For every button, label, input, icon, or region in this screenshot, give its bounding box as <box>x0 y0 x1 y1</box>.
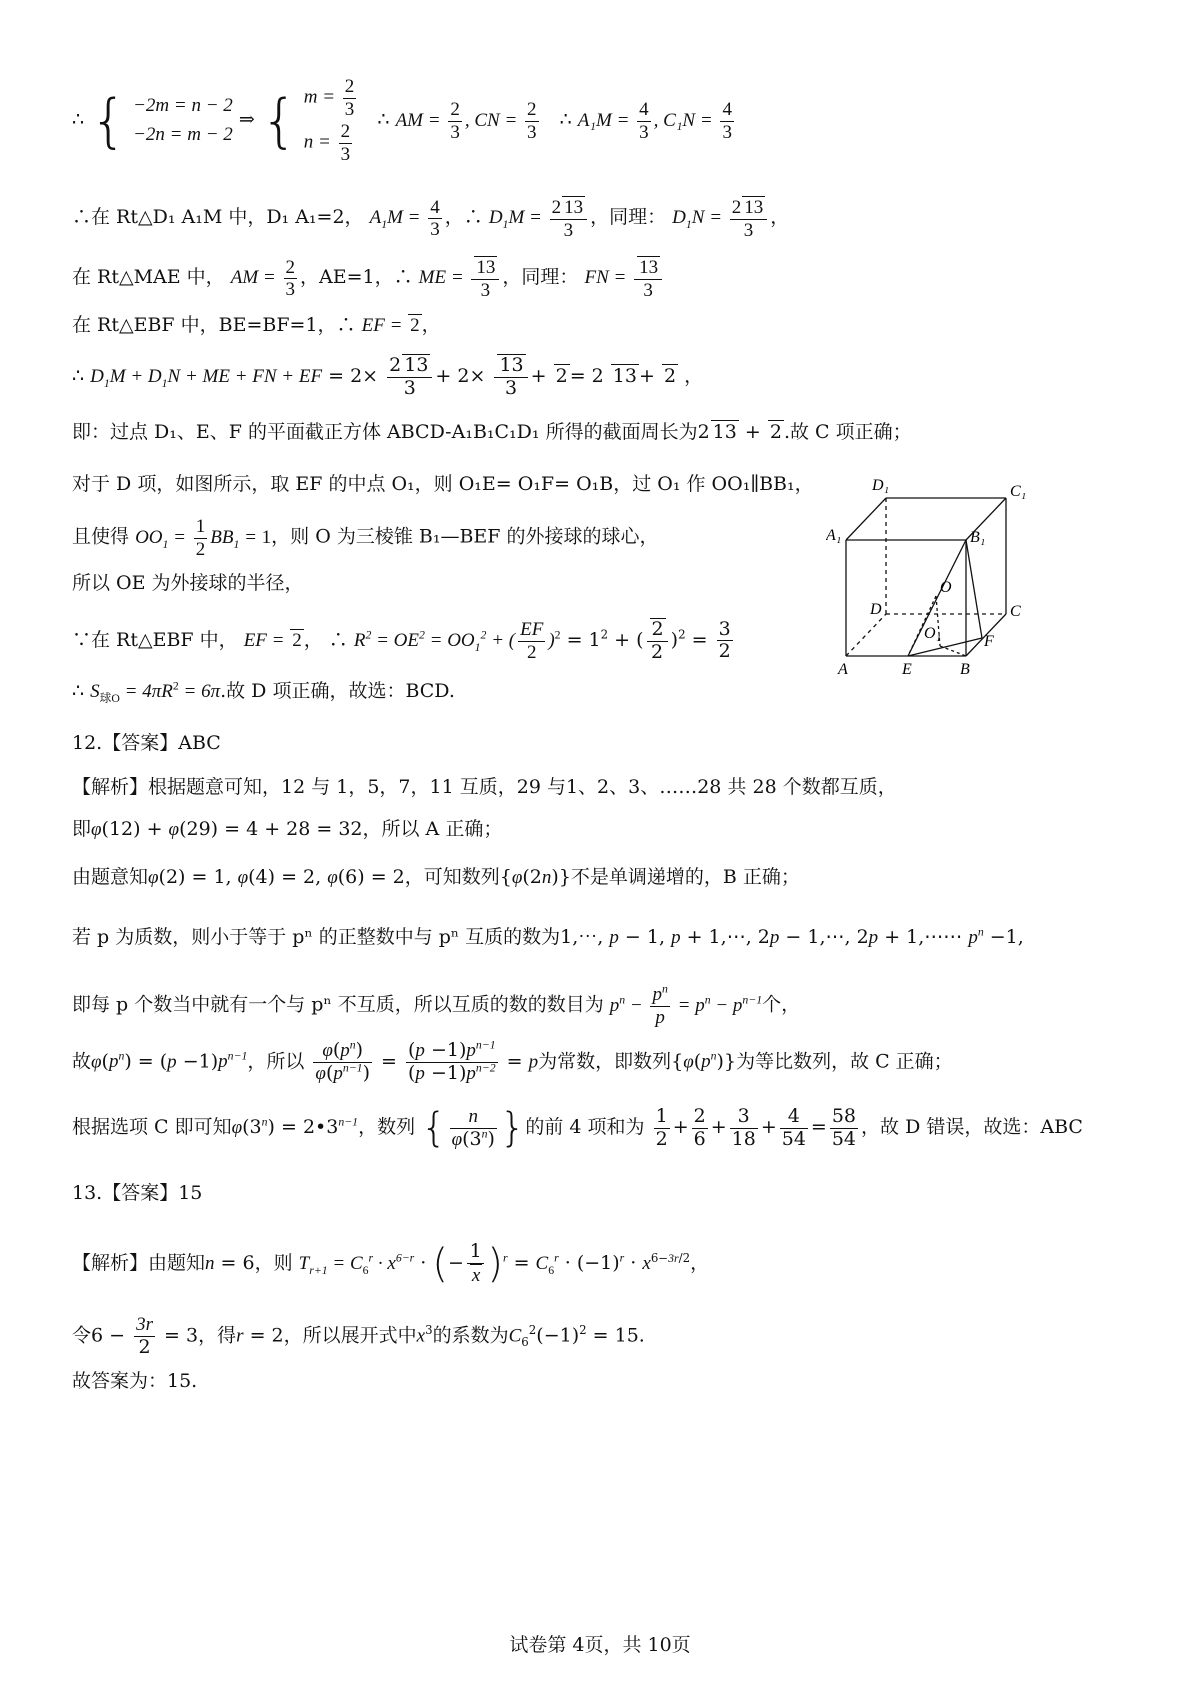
q12-analysis-c: 由题意知φ(2) = 1, φ(4) = 2, φ(6) = 2，可知数列{φ(2n)}不是单调递增的，B 正确； <box>72 866 800 888</box>
figure-label: O <box>940 579 952 596</box>
left-brace-icon: { <box>260 86 298 155</box>
text-line-sphere-area: ∴ $S_{球O} = 4\pi R^2 = 6\pi$.故 D 项正确，故选：BCD. <box>72 679 455 705</box>
equation-system-line: ∴ { −2m = n − 2 −2n = m − 2 ⇒ { m = $\frac{2}{3}$ n = $\frac{2}{3}$ ∴ AM = $\frac{2}{3}$ , CN = $\frac{2}{3}$ ∴ A₁M = $\frac{4}{3}$ , C₁N = $\frac{4}{3}$ <box>72 76 732 165</box>
figure-label: F <box>984 633 994 650</box>
solution-system: m = $\frac{2}{3}$ n = $\frac{2}{3}$ <box>303 76 355 165</box>
page-footer: 试卷第 4页，共 10页 <box>509 1634 691 1656</box>
text-line-r-squared: ∵在 Rt△EBF 中， EF = 2 ， ∴ $R^2 = OE^2 = OO_1^2$ + ( $\frac{EF}{2}$ )$^2 = 1^2$ + ( $\frac{2}{2}$ )$^2$ = $\frac{3}{2}$ <box>72 617 731 663</box>
q12-answer: 12.【答案】ABC <box>72 732 221 754</box>
text-line-conclusion-c: 即：过点 D₁、E、F 的平面截正方体 ABCD-A₁B₁C₁D₁ 所得的截面周长为2 13 + 2 .故 C 项正确； <box>72 421 912 443</box>
q13-analysis-b: 令6 − $\frac{3r}{2}$ = 3，得r = 2，所以展开式中$x^3$的系数为$C_6^2(-1)^2 = 15$. <box>72 1314 645 1358</box>
text-line-ef: 在 Rt△EBF 中，BE=BF=1，∴ EF = 2 ， <box>72 314 441 336</box>
figure-label: A <box>838 661 848 678</box>
figure-label: E <box>902 661 912 678</box>
equation-system: −2m = n − 2 −2n = m − 2 <box>133 95 233 145</box>
figure-label: C <box>1010 603 1021 620</box>
figure-label: A₁ <box>826 527 842 544</box>
left-brace-icon: { <box>90 86 128 155</box>
cube-figure <box>826 468 1146 688</box>
figure-label: B <box>960 661 970 678</box>
text-line-d1m: ∴在 Rt△D₁ A₁M 中，D₁ A₁=2， $A_1M$ = $\frac{4}{3}$ ，∴ $D_1M$ = $\frac{2 13}{3}$ ，同理： $D_1N$ = $\frac{2 13}{3}$ ， <box>72 196 790 241</box>
text-line-me: 在 Rt△MAE 中， AM = $\frac{2}{3}$ ，AE=1，∴ ME = $\frac{13}{3}$ ，同理： FN = $\frac{13}{3}$ <box>72 256 665 302</box>
implies-symbol: ⇒ <box>238 108 255 131</box>
q13-analysis-c: 故答案为：15. <box>72 1370 198 1392</box>
text-line-radius: 所以 OE 为外接球的半径， <box>72 572 304 594</box>
q12-analysis-f: 故$\varphi(p^n) = (p -1)p^{n-1}$，所以 $\frac{\varphi(p^n)}{\varphi(p^{n-1})}$ = $\frac{(p -1)p^{n-1}}{(p -1)p^{n-2}}$ = p为常数，即数列$\{\varphi(p^n)\}$为等比数列，故 C 正确； <box>72 1038 953 1084</box>
figure-label: O₁ <box>924 625 942 642</box>
q12-analysis-d: 若 p 为质数，则小于等于 pⁿ 的正整数中与 pⁿ 互质的数为1,⋯, p − 1, p + 1,⋯, 2p − 1,⋯, 2p + 1,⋯⋯ $p^n -1$, <box>72 925 1024 948</box>
text-line-oo1: 且使得 $OO_1$ = $\frac{1}{2}$ $BB_1 = 1$，则 O 为三棱锥 B₁—BEF 的外接球的球心， <box>72 516 659 560</box>
q13-answer: 13.【答案】15 <box>72 1182 203 1204</box>
therefore-symbol: ∴ <box>72 108 85 131</box>
q13-analysis-a: 【解析】由题知n = 6，则 $T_{r+1} = C_6^r \cdot x^{6-r}$ · (− $\frac{1}{x}$ )$^r = C_6^r \cdot (-1)^r \cdot x^{6-3r/2}$， <box>72 1240 710 1287</box>
text-line-perimeter-sum: ∴ $D_1M + D_1N$ + ME + FN + EF = 2× $\frac{2 13}{3}$ + 2× $\frac{13}{3}$ + 2 = 2 13 + 2 ， <box>72 354 704 399</box>
figure-label: C₁ <box>1010 483 1027 500</box>
figure-label: D <box>870 601 882 618</box>
figure-label: B₁ <box>970 529 986 546</box>
q12-analysis-e: 即每 p 个数当中就有一个与 pⁿ 不互质，所以互质的数的数目为 $p^n$ − $\frac{p^n}{p}$ = $p^n - p^{n-1}$个， <box>72 982 801 1028</box>
figure-label: D₁ <box>872 477 890 494</box>
q12-analysis-a: 【解析】根据题意可知，12 与 1，5，7，11 互质，29 与1、2、3、……28 共 28 个数都互质， <box>72 776 897 798</box>
q12-analysis-g: 根据选项 C 即可知$\varphi(3^n)$ = $2•3^{n-1}$，数列 { $\frac{n}{\varphi(3^n)}$ }的前 4 项和为 $\frac{1}{2}$ + $\frac{2}{6}$ + $\frac{3}{18}$ + $\frac{4}{54}$ = $\frac{58}{54}$ ，故 D 错误，故选：ABC <box>72 1104 1083 1151</box>
text-line-option-d: 对于 D 项，如图所示，取 EF 的中点 O₁，则 O₁E= O₁F= O₁B，过 O₁ 作 OO₁∥BB₁， <box>72 473 814 495</box>
q12-analysis-b: 即φ(12) + φ(29) = 4 + 28 = 32，所以 A 正确； <box>72 818 503 840</box>
